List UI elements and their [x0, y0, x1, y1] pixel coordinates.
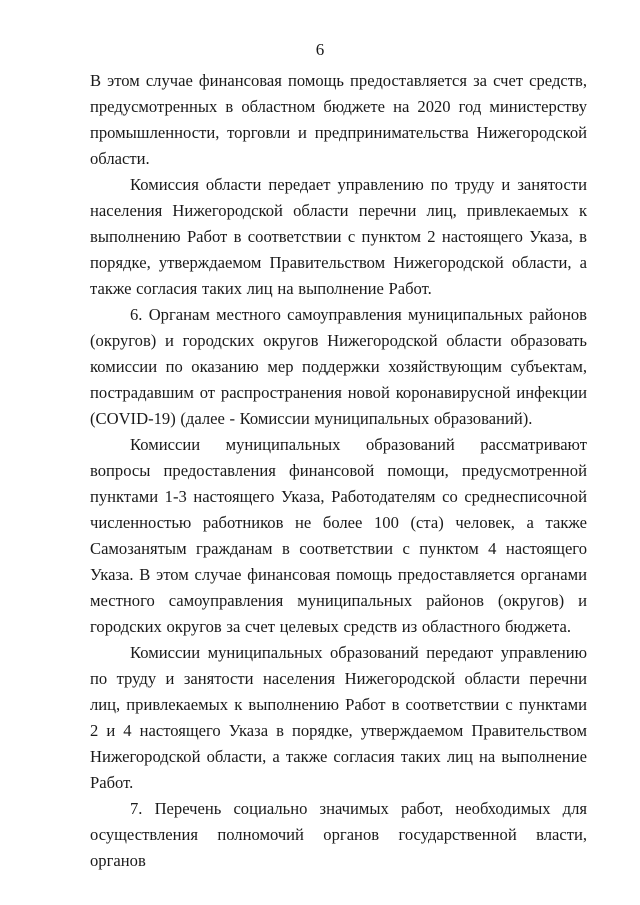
paragraph-clause-6: 6. Органам местного самоуправления муниципальных районов (округов) и городских округов Нижегородской области образовать комиссии по оказанию мер поддержки хозяйствующим субъектам, пострадавшим от распространения новой коронавирусной инфекции (COVID-19) (далее - Комиссии муниципальных образований).: [90, 305, 587, 428]
paragraph-financial-aid-source: В этом случае финансовая помощь предоставляется за счет средств, предусмотренных в областном бюджете на 2020 год министерству промышленности, торговли и предпринимательства Нижегородской области.: [90, 71, 587, 168]
paragraph-clause-7: 7. Перечень социально значимых работ, необходимых для осуществления полномочий органов государственной власти, органов: [90, 799, 587, 870]
document-body: [90, 68, 587, 874]
paragraph-municipal-commissions-transfer: Комиссии муниципальных образований передают управлению по труду и занятости населения Нижегородской области перечни лиц, привлекаемых к выполнению Работ в соответствии с пунктами 2 и 4 настоящего Указа в порядке, утверждаемом Правительством Нижегородской области, а также согласия таких лиц на выполнение Работ.: [90, 643, 587, 792]
page-number: 6: [315, 40, 325, 59]
paragraph-regional-commission-transfer: Комиссия области передает управлению по труду и занятости населения Нижегородской области перечни лиц, привлекаемых к выполнению Работ в соответствии с пунктом 2 настоящего Указа, в порядке, утверждаемом Правительством Нижегородской области, а также согласия таких лиц на выполнение Работ.: [90, 175, 587, 298]
paragraph-municipal-commissions-review: Комиссии муниципальных образований рассматривают вопросы предоставления финансовой помощи, предусмотренной пунктами 1-3 настоящего Указа, Работодателям со среднесписочной численностью работников не более 100 (ста) человек, а также Самозанятым гражданам в соответствии с пунктом 4 настоящего Указа. В этом случае финансовая помощь предоставляется органами местного самоуправления муниципальных районов (округов) и городских округов за счет целевых средств из областного бюджета.: [90, 435, 587, 636]
